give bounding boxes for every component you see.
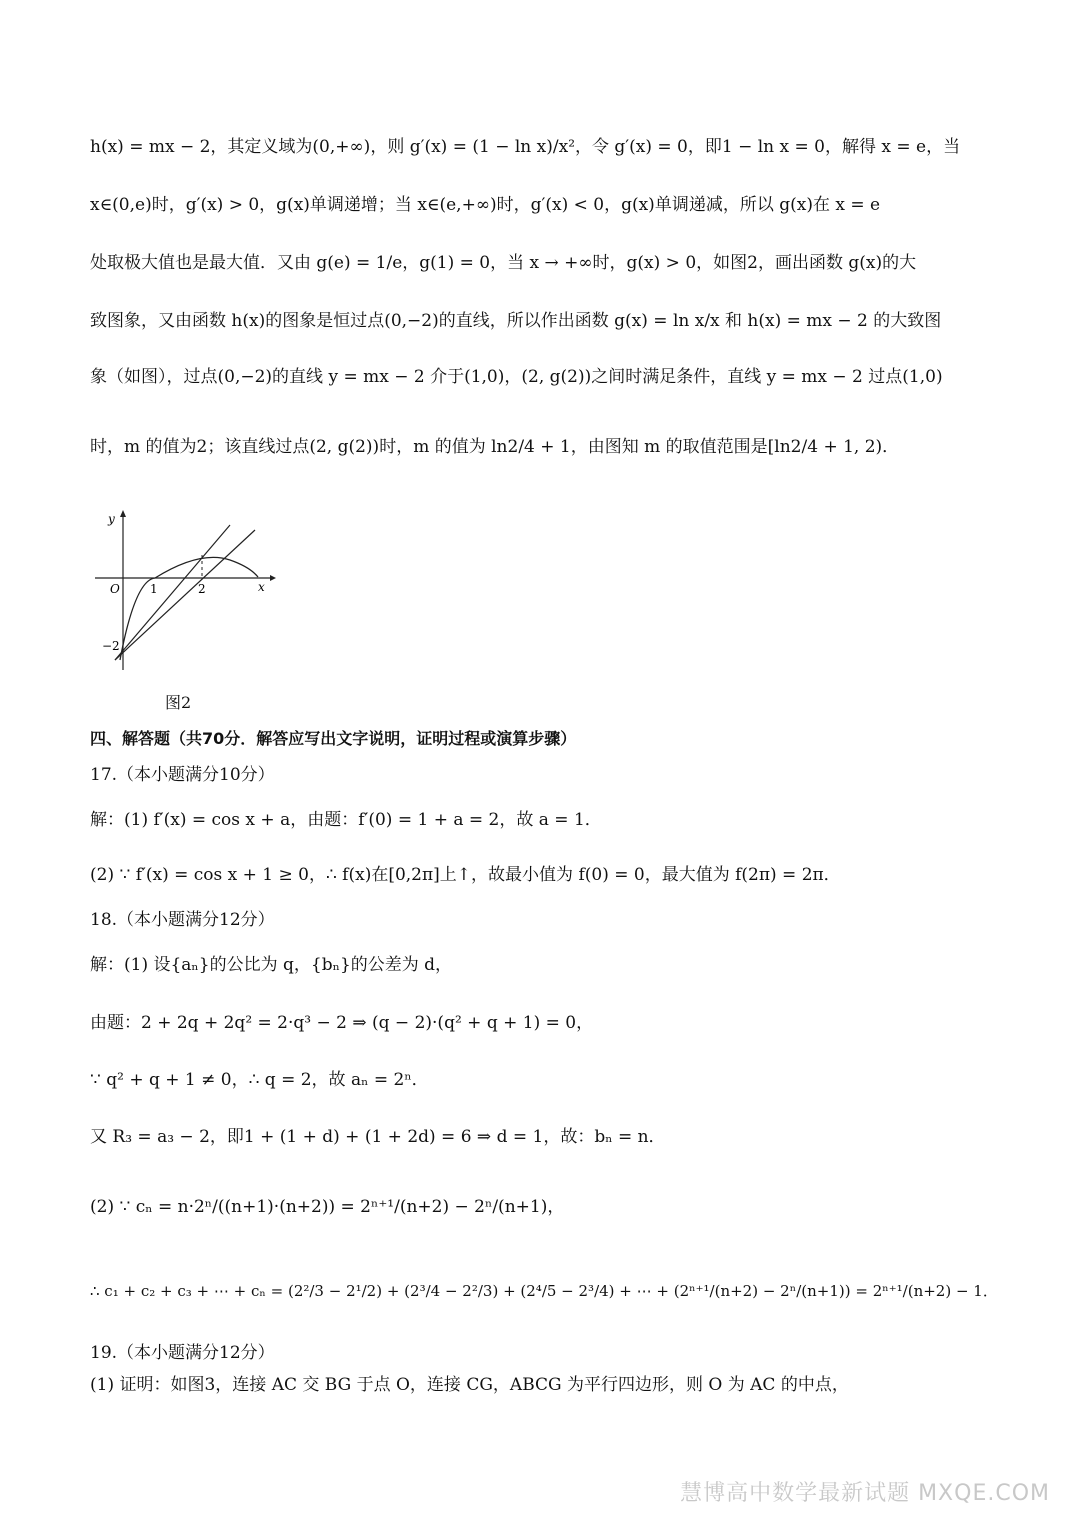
y-arrow-icon (120, 510, 126, 517)
y-label: y (108, 512, 115, 526)
line-7: 17.（本小题满分10分） (90, 765, 275, 785)
line-16: ∴ c₁ + c₂ + c₃ + ⋯ + cₙ = (2²/3 − 2¹/2) + (2³/4 − 2²/3) + (2⁴/5 − 2³/4) + ⋯ + (2ⁿ⁺¹/(n+2) − 2ⁿ/(n+1)) = 2ⁿ⁺¹/(n+2) − 1． (90, 1282, 998, 1300)
line-steep (115, 525, 230, 660)
tick-label-2: 2 (198, 582, 206, 596)
origin-label: O (110, 582, 120, 596)
line-14: 又 R₃ = a₃ − 2，即1 + (1 + d) + (1 + 2d) = 6 ⇒ d = 1，故：bₙ = n． (90, 1127, 666, 1147)
line-6: 四、解答题（共70分．解答应写出文字说明，证明过程或演算步骤） (90, 729, 577, 748)
x-label: x (258, 580, 265, 594)
line-3: 致图象，又由函数 h(x)的图象是恒过点(0,−2)的直线，所以作出函数 g(x) = ln x/x 和 h(x) = mx − 2 的大致图 (90, 311, 942, 331)
line-4: 象（如图），过点(0,−2)的直线 y = mx − 2 介于(1,0)，(2, g(2))之间时满足条件，直线 y = mx − 2 过点(1,0) (90, 367, 943, 387)
line-10: 18.（本小题满分12分） (90, 910, 275, 930)
line-shallow (115, 530, 255, 660)
line-9: (2) ∵ f′(x) = cos x + 1 ≥ 0，∴ f(x)在[0,2π]上↑，故最小值为 f(0) = 0，最大值为 f(2π) = 2π． (90, 865, 841, 885)
graph-svg (90, 505, 280, 675)
function-graph-figure (90, 505, 280, 679)
line-18: (1) 证明：如图3，连接 AC 交 BG 于点 O，连接 CG，ABCG 为平行四边形，则 O 为 AC 的中点， (90, 1375, 849, 1395)
line-2: 处取极大值也是最大值．又由 g(e) = 1/e，g(1) = 0，当 x → +∞时，g(x) > 0，如图2，画出函数 g(x)的大 (90, 253, 917, 273)
tick-label-neg2: −2 (102, 639, 120, 653)
watermark: 慧博高中数学最新试题 MXQE.COM (680, 1481, 1050, 1506)
line-1: x∈(0,e)时，g′(x) > 0，g(x)单调递增；当 x∈(e,+∞)时，g′(x) < 0，g(x)单调递减，所以 g(x)在 x = e (90, 195, 881, 215)
line-13: ∵ q² + q + 1 ≠ 0，∴ q = 2，故 aₙ = 2ⁿ． (90, 1070, 429, 1090)
line-8: 解：(1) f′(x) = cos x + a，由题：f′(0) = 1 + a = 2，故 a = 1． (90, 810, 602, 830)
line-12: 由题：2 + 2q + 2q² = 2·q³ − 2 ⇒ (q − 2)·(q² + q + 1) = 0， (90, 1013, 594, 1033)
tick-label-1: 1 (150, 582, 158, 596)
line-17: 19.（本小题满分12分） (90, 1343, 275, 1363)
line-15: (2) ∵ cₙ = n·2ⁿ/((n+1)·(n+2)) = 2ⁿ⁺¹/(n+2) − 2ⁿ/(n+1)， (90, 1197, 565, 1217)
line-11: 解：(1) 设{aₙ}的公比为 q，{bₙ}的公差为 d， (90, 955, 453, 975)
figure-caption: 图2 (165, 693, 192, 712)
line-0: h(x) = mx − 2，其定义域为(0,+∞)，则 g′(x) = (1 − ln x)/x²，令 g′(x) = 0，即1 − ln x = 0，解得 x = e，当 (90, 137, 961, 157)
line-5: 时，m 的值为2；该直线过点(2, g(2))时，m 的值为 ln2/4 + 1，由图知 m 的取值范围是[ln2/4 + 1, 2)． (90, 437, 900, 457)
x-arrow-icon (270, 575, 276, 581)
